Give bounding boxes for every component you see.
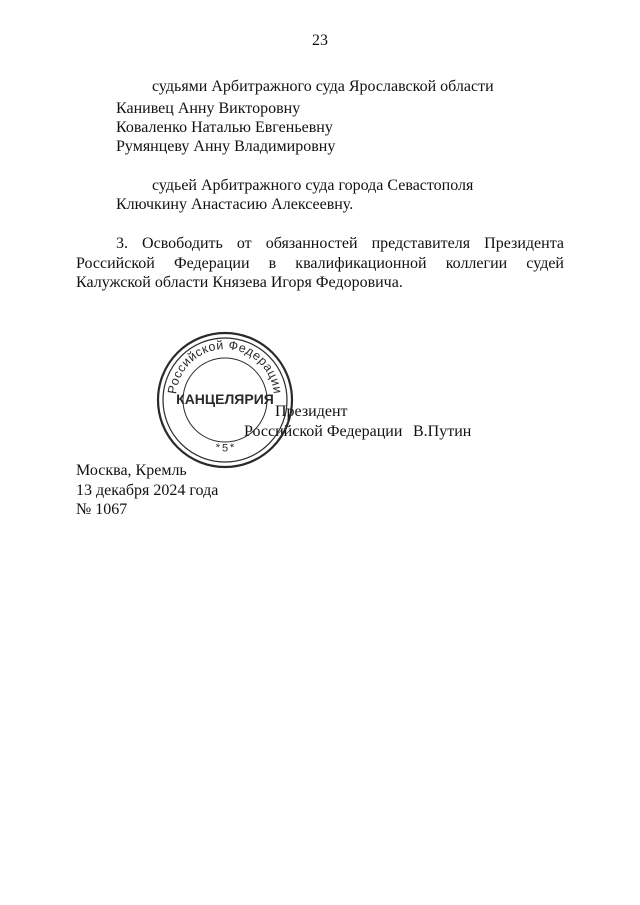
judge-name: Коваленко Наталью Евгеньевну <box>116 119 333 136</box>
judge-name: Ключкину Анастасию Алексеевну. <box>116 196 354 213</box>
signature-title-line2: Российской Федерации <box>244 423 403 440</box>
page-number: 23 <box>312 32 328 49</box>
judge-name: Румянцеву Анну Владимировну <box>116 138 336 155</box>
sevastopol-court-heading: судьей Арбитражного суда города Севастополя <box>152 177 474 194</box>
signing-place: Москва, Кремль <box>76 462 187 479</box>
signing-date: 13 декабря 2024 года <box>76 482 219 499</box>
item3-line2: Российской Федерации в квалификационной коллегии судей <box>76 255 564 272</box>
stamp-ring-text: Российской Федерации <box>165 338 285 395</box>
signatory-name: В.Путин <box>413 423 472 440</box>
svg-text:* 5 * <box>214 442 236 455</box>
signature-title-line1: Президент <box>275 403 348 420</box>
yaroslavl-court-heading: судьями Арбитражного суда Ярославской области <box>152 78 494 95</box>
judge-name: Канивец Анну Викторовну <box>116 100 301 117</box>
seal-stamp-icon <box>155 330 295 470</box>
decree-number: № 1067 <box>76 501 128 518</box>
stamp-center-text: КАНЦЕЛЯРИЯ <box>176 391 274 407</box>
item3-line1: 3. Освободить от обязанностей представителя Президента <box>116 235 564 252</box>
stamp-number: * 5 * <box>214 441 236 455</box>
item3-line3: Калужской области Князева Игоря Федоровича. <box>76 274 403 291</box>
